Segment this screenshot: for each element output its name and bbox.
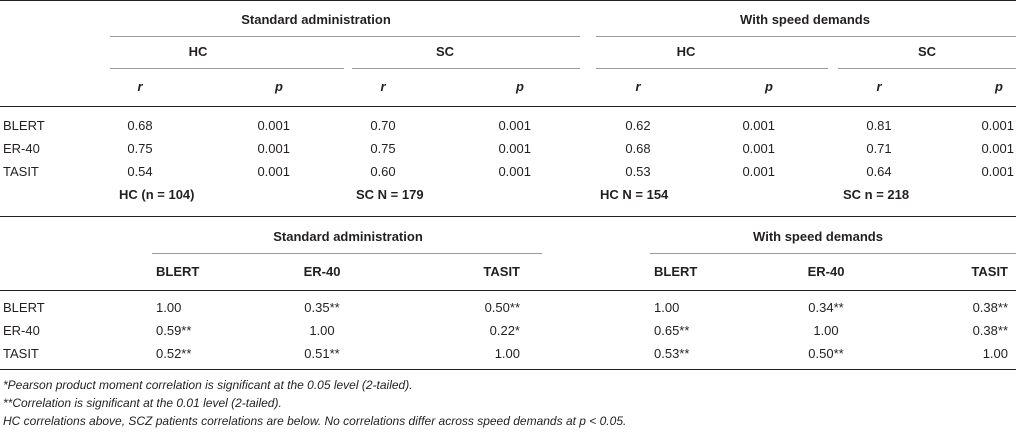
stat-header-p: p: [516, 79, 524, 94]
table-cell: 0.68: [127, 118, 153, 133]
rule-under-speed: [596, 36, 1016, 37]
row-label-blert: BLERT: [3, 118, 45, 133]
table-cell: 0.62: [625, 118, 651, 133]
table-cell: 1.00: [156, 300, 182, 315]
table-cell: 0.71: [866, 141, 892, 156]
stat-header-p: p: [275, 79, 283, 94]
col-header-tasit: TASIT: [971, 264, 1008, 279]
bottom-header-rule: [0, 290, 1016, 291]
table-cell: 0.001: [257, 141, 290, 156]
table-cell: 0.001: [742, 118, 775, 133]
top-header-rule: [0, 106, 1016, 107]
top-rule: [0, 0, 1016, 1]
table-cell: 0.64: [866, 164, 892, 179]
col-header-er40: ER-40: [303, 264, 341, 279]
top-subheader-hc-standard: HC: [188, 44, 208, 59]
table-cell: 0.52**: [156, 346, 192, 361]
rule-under-sc-standard: [352, 68, 580, 69]
table-cell: 0.65**: [654, 323, 690, 338]
table-cell: 0.001: [498, 118, 531, 133]
footnote-hc-scz-note: HC correlations above, SCZ patients correlations are below. No correlations differ across speed demands at p < 0.05.: [3, 414, 627, 428]
table-cell: 0.001: [498, 141, 531, 156]
row-label-tasit: TASIT: [3, 164, 39, 179]
rule-under-hc-standard: [110, 68, 344, 69]
table-cell: 0.50**: [808, 346, 844, 361]
top-group-header-speed: With speed demands: [740, 12, 870, 27]
table-cell: 1.00: [309, 323, 335, 338]
table-cell: 1.00: [982, 346, 1008, 361]
table-cell: 0.001: [742, 141, 775, 156]
stat-header-p: p: [995, 79, 1003, 94]
col-header-blert: BLERT: [654, 264, 698, 279]
row-label-tasit: TASIT: [3, 346, 39, 361]
sample-size-hc-standard: HC (n = 104): [119, 187, 195, 202]
rule-under-bottom-speed: [650, 253, 1016, 254]
table-cell: 0.50**: [484, 300, 520, 315]
table-cell: 0.54: [127, 164, 153, 179]
table-cell: 0.75: [127, 141, 153, 156]
table-cell: 0.001: [257, 118, 290, 133]
table-cell: 0.51**: [304, 346, 340, 361]
table-cell: 0.001: [981, 118, 1014, 133]
sample-size-sc-standard: SC N = 179: [356, 187, 424, 202]
footnote-significance-001: **Correlation is significant at the 0.01 level (2-tailed).: [3, 396, 282, 410]
table-cell: 0.22*: [489, 323, 520, 338]
rule-under-standard: [110, 36, 580, 37]
stat-header-p: p: [765, 79, 773, 94]
stat-header-r: r: [876, 79, 882, 94]
table-cell: 0.81: [866, 118, 892, 133]
top-subheader-sc-speed: SC: [917, 44, 937, 59]
rule-under-bottom-standard: [152, 253, 542, 254]
bottom-group-header-speed: With speed demands: [753, 229, 883, 244]
sample-size-hc-speed: HC N = 154: [600, 187, 669, 202]
top-subheader-hc-speed: HC: [676, 44, 696, 59]
row-label-er40: ER-40: [3, 323, 40, 338]
rule-under-sc-speed: [838, 68, 1016, 69]
top-group-header-standard: Standard administration: [241, 12, 391, 27]
table-cell: 1.00: [654, 300, 680, 315]
footnote-significance-005: *Pearson product moment correlation is significant at the 0.05 level (2-tailed).: [3, 378, 413, 392]
table-cell: 0.70: [370, 118, 396, 133]
table-cell: 0.001: [981, 141, 1014, 156]
row-label-blert: BLERT: [3, 300, 45, 315]
table-cell: 1.00: [813, 323, 839, 338]
table-cell: 0.001: [742, 164, 775, 179]
table-cell: 0.001: [981, 164, 1014, 179]
table-cell: 0.001: [498, 164, 531, 179]
rule-under-hc-speed: [596, 68, 828, 69]
top-subheader-sc-standard: SC: [435, 44, 455, 59]
bottom-rule: [0, 369, 1016, 370]
bottom-group-header-standard: Standard administration: [273, 229, 423, 244]
table-cell: 0.001: [257, 164, 290, 179]
table-cell: 0.35**: [304, 300, 340, 315]
table-cell: 0.34**: [808, 300, 844, 315]
table-cell: 0.53**: [654, 346, 690, 361]
row-label-er40: ER-40: [3, 141, 40, 156]
table-cell: 0.38**: [972, 323, 1008, 338]
table-cell: 1.00: [494, 346, 520, 361]
table-cell: 0.75: [370, 141, 396, 156]
table-cell: 0.59**: [156, 323, 192, 338]
col-header-blert: BLERT: [156, 264, 200, 279]
table-cell: 0.60: [370, 164, 396, 179]
table-cell: 0.68: [625, 141, 651, 156]
mid-rule: [0, 216, 1016, 217]
stat-header-r: r: [635, 79, 641, 94]
sample-size-sc-speed: SC n = 218: [843, 187, 910, 202]
col-header-er40: ER-40: [807, 264, 845, 279]
table-cell: 0.53: [625, 164, 651, 179]
stat-header-r: r: [380, 79, 386, 94]
col-header-tasit: TASIT: [483, 264, 520, 279]
table-cell: 0.38**: [972, 300, 1008, 315]
stat-header-r: r: [137, 79, 143, 94]
